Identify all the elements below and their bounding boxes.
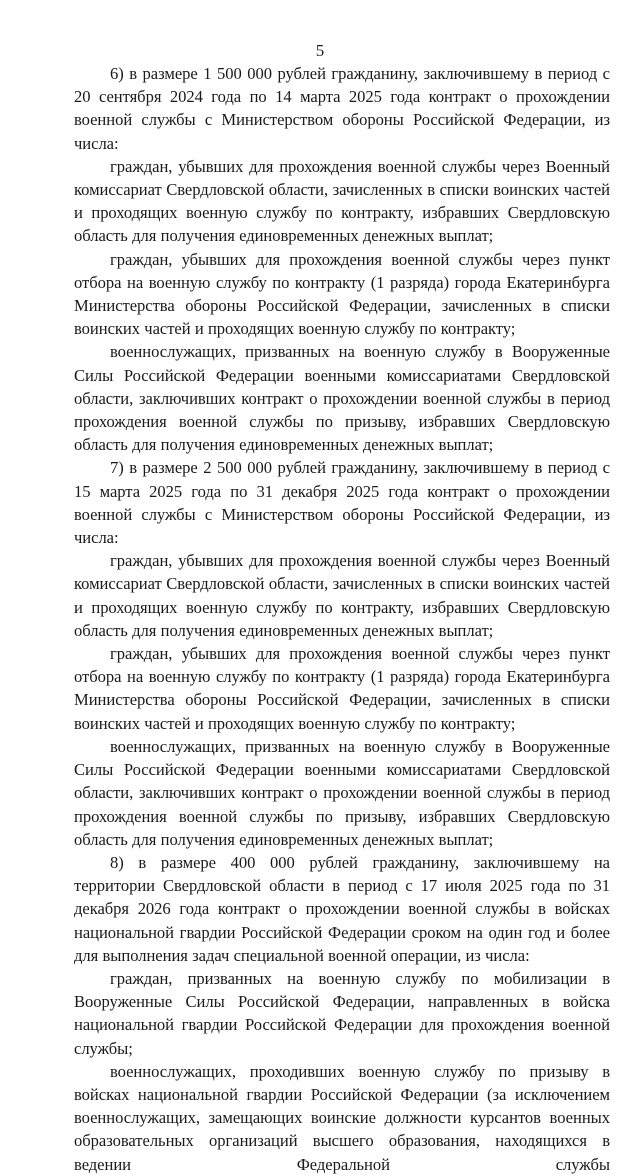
- paragraph-item-6-group-2: граждан, убывших для прохождения военной службы через пункт отбора на военную службу по контракту (1 разряда) города Екатеринбурга Министерства обороны Российской Федерации, зачисленных в списки воинских частей и проходящих военную службу по контракту;: [74, 249, 610, 339]
- paragraph-item-6-group-1: граждан, убывших для прохождения военной службы через Военный комиссариат Свердловской области, зачисленных в списки воинских частей и проходящих военную службу по контракту, избравших Свердловскую область для получения единовременных денежных выплат;: [74, 156, 610, 246]
- paragraph-item-8-group-1: граждан, призванных на военную службу по мобилизации в Вооруженные Силы Российской Федерации, направленных в войска национальной гвардии Российской Федерации для прохождения военной службы;: [74, 968, 610, 1058]
- paragraph-item-7-group-1: граждан, убывших для прохождения военной службы через Военный комиссариат Свердловской области, зачисленных в списки воинских частей и проходящих военную службу по контракту, избравших Свердловскую область для получения единовременных денежных выплат;: [74, 551, 610, 640]
- paragraph-item-6: 6) в размере 1 500 000 рублей гражданину, заключившему в период с 20 сентября 2024 года по 14 марта 2025 года контракт о прохождении военной службы с Министерством обороны Российской Федерации, из числа:: [74, 64, 610, 153]
- paragraph-item-7: 7) в размере 2 500 000 рублей гражданину, заключившему в период с 15 марта 2025 года по 31 декабря 2025 года контракт о прохождении военной службы с Министерством обороны Российской Федерации, из числа:: [74, 458, 610, 548]
- document-body: [74, 62, 610, 1176]
- paragraph-item-7-group-3: военнослужащих, призванных на военную службу в Вооруженные Силы Российской Федерации военными комиссариатами Свердловской области, заключивших контракт о прохождении военной службы в период прохождения военной службы по призыву, избравших Свердловскую область для получения единовременных денежных выплат;: [74, 736, 610, 849]
- paragraph-item-6-group-3: военнослужащих, призванных на военную службу в Вооруженные Силы Российской Федерации военными комиссариатами Свердловской области, заключивших контракт о прохождении военной службы в период прохождения военной службы по призыву, избравших Свердловскую область для получения единовременных денежных выплат;: [74, 342, 610, 455]
- paragraph-item-8: 8) в размере 400 000 рублей гражданину, заключившему на территории Свердловской области в период с 17 июля 2025 года по 31 декабря 2026 года контракт о прохождении военной службы в войсках национальной гвардии Российской Федерации сроком на один год и более для выполнения задач специальной военной операции, из числа:: [74, 852, 610, 965]
- page-number: 5: [315, 41, 325, 60]
- paragraph-item-7-group-2: граждан, убывших для прохождения военной службы через пункт отбора на военную службу по контракту (1 разряда) города Екатеринбурга Министерства обороны Российской Федерации, зачисленных в списки воинских частей и проходящих военную службу по контракту;: [74, 644, 610, 733]
- paragraph-item-8-group-2: военнослужащих, проходивших военную службу по призыву в войсках национальной гвардии Российской Федерации (за исключением военнослужащих, замещающих воинские должности курсантов военных образовательных организаций высшего образования, находящихся в ведении Федеральной службы: [74, 1061, 610, 1174]
